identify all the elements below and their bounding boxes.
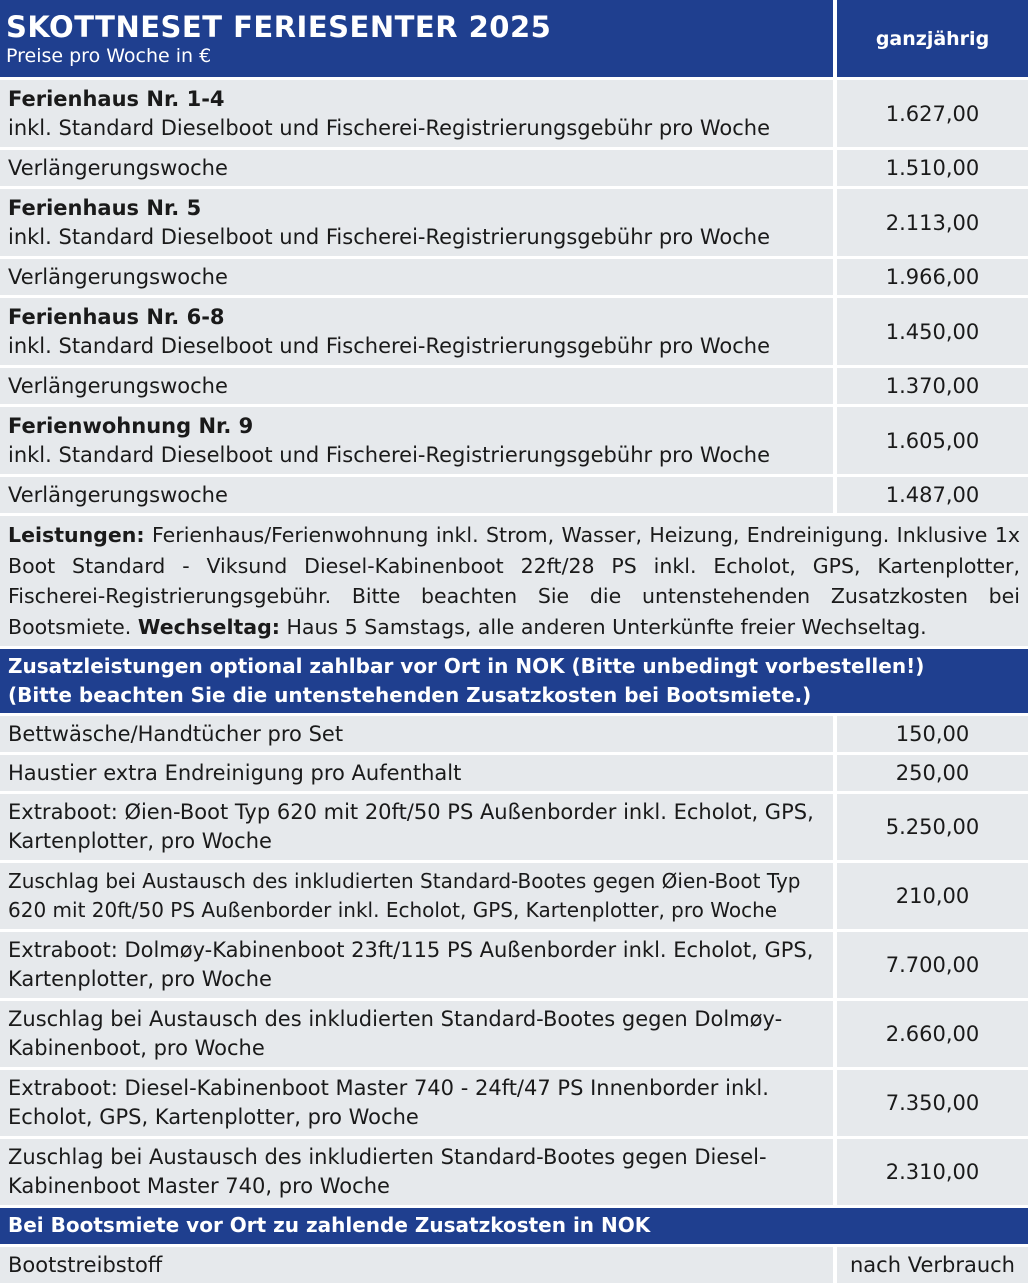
extra-row xyxy=(0,932,833,998)
accommodation-description: inkl. Standard Dieselboot und Fischerei-Registrierungsgebühr pro Woche xyxy=(8,333,770,358)
extra-row xyxy=(0,1070,833,1136)
extension-price: 1.487,00 xyxy=(885,483,980,507)
extension-label: Verlängerungswoche xyxy=(8,155,228,180)
column-header xyxy=(837,0,1028,77)
accommodation-row xyxy=(0,80,833,147)
extra-row xyxy=(0,716,833,752)
accommodation-description: inkl. Standard Dieselboot und Fischerei-Registrierungsgebühr pro Woche xyxy=(8,115,770,140)
extras-section-line2: (Bitte beachten Sie die untenstehenden Zusatzkosten bei Bootsmiete.) xyxy=(8,683,812,707)
extra-price-cell xyxy=(837,716,1028,752)
extra-row xyxy=(0,755,833,791)
extra-price-cell xyxy=(837,1070,1028,1136)
extension-label: Verlängerungswoche xyxy=(8,264,228,289)
extra-label: Extraboot: Diesel-Kabinenboot Master 740 - 24ft/47 PS Innenborder inkl. Echolot, GPS, Kartenplotter, pro Woche xyxy=(8,1076,769,1129)
accommodation-description: inkl. Standard Dieselboot und Fischerei-Registrierungsgebühr pro Woche xyxy=(8,442,770,467)
extra-price-cell xyxy=(837,932,1028,998)
extra-row xyxy=(0,1001,833,1067)
accommodation-price: 2.113,00 xyxy=(885,210,980,235)
extra-price: 150,00 xyxy=(895,722,970,746)
extra-label: Zuschlag bei Austausch des inkludierten Standard-Bootes gegen Øien-Boot Typ 620 mit 20ft/50 PS Außenborder inkl. Echolot, GPS, Kartenplotter, pro Woche xyxy=(8,869,801,922)
extra-price-cell xyxy=(837,755,1028,791)
extra-price: 7.350,00 xyxy=(885,1091,980,1115)
column-header-label: ganzjährig xyxy=(875,27,990,50)
extension-label: Verlängerungswoche xyxy=(8,373,228,398)
changeover-label: Wechseltag: xyxy=(137,614,280,639)
accommodation-price: 1.627,00 xyxy=(885,101,980,126)
extra-price: 7.700,00 xyxy=(885,953,980,977)
boat-cost-price-cell xyxy=(837,1247,1028,1283)
extra-price: 250,00 xyxy=(895,761,970,785)
page-title: SKOTTNESET FERIESENTER 2025 xyxy=(6,9,552,44)
boat-costs-section-header xyxy=(0,1208,1028,1244)
boat-costs-section-title: Bei Bootsmiete vor Ort zu zahlende Zusatzkosten in NOK xyxy=(8,1213,651,1237)
accommodation-row xyxy=(0,189,833,256)
accommodation-name: Ferienhaus Nr. 5 xyxy=(8,195,202,220)
boat-cost-label: Bootstreibstoff xyxy=(8,1252,163,1277)
extension-row xyxy=(0,368,833,404)
extra-price: 2.660,00 xyxy=(885,1022,980,1046)
page-subtitle: Preise pro Woche in € xyxy=(6,44,212,67)
extension-price: 1.510,00 xyxy=(885,156,980,180)
extra-price-cell xyxy=(837,863,1028,929)
extension-price-cell xyxy=(837,368,1028,404)
extra-price: 210,00 xyxy=(895,884,970,908)
extra-price-cell xyxy=(837,1139,1028,1205)
extension-price-cell xyxy=(837,259,1028,295)
boat-cost-price: nach Verbrauch xyxy=(850,1253,1015,1277)
services-text: Ferienhaus/Ferienwohnung inkl. Strom, Wasser, Heizung, Endreinigung. Inklusive 1x Boot Standard - Viksund Diesel-Kabinenboot 22ft/28 PS inkl. Echolot, GPS, Kartenplotter, Fischerei-Registrierungsgebühr. Bitte beachten Sie die untenstehenden Zusatzkosten bei Bootsmiete. xyxy=(8,523,1020,639)
accommodation-row xyxy=(0,298,833,365)
extra-price: 5.250,00 xyxy=(885,815,980,839)
extras-section-line1: Zusatzleistungen optional zahlbar vor Ort in NOK (Bitte unbedingt vorbestellen!) xyxy=(8,654,925,678)
accommodation-row xyxy=(0,407,833,474)
extra-row xyxy=(0,1139,833,1205)
services-label: Leistungen: xyxy=(8,523,145,547)
accommodation-price: 1.605,00 xyxy=(885,428,980,453)
extension-row xyxy=(0,477,833,513)
extra-label: Extraboot: Dolmøy-Kabinenboot 23ft/115 PS Außenborder inkl. Echolot, GPS, Kartenplotter, pro Woche xyxy=(8,938,814,991)
accommodation-name: Ferienhaus Nr. 1-4 xyxy=(8,86,225,111)
changeover-text: Haus 5 Samstags, alle anderen Unterkünfte freier Wechseltag. xyxy=(280,614,927,639)
accommodation-price-cell xyxy=(837,189,1028,256)
extension-price-cell xyxy=(837,477,1028,513)
services-paragraph xyxy=(0,516,1028,646)
accommodation-price-cell xyxy=(837,80,1028,147)
extra-label: Zuschlag bei Austausch des inkludierten Standard-Bootes gegen Diesel-Kabinenboot Master 740, pro Woche xyxy=(8,1145,767,1198)
accommodation-price-cell xyxy=(837,298,1028,365)
extension-price: 1.370,00 xyxy=(885,374,980,398)
extra-label: Bettwäsche/Handtücher pro Set xyxy=(8,721,344,746)
extension-price-cell xyxy=(837,150,1028,186)
accommodation-name: Ferienhaus Nr. 6-8 xyxy=(8,304,225,329)
extra-label: Zuschlag bei Austausch des inkludierten Standard-Bootes gegen Dolmøy-Kabinenboot, pro Woche xyxy=(8,1007,783,1060)
extra-price-cell xyxy=(837,1001,1028,1067)
extra-label: Extraboot: Øien-Boot Typ 620 mit 20ft/50 PS Außenborder inkl. Echolot, GPS, Kartenplotter, pro Woche xyxy=(8,800,814,853)
accommodation-price-cell xyxy=(837,407,1028,474)
extras-section-header xyxy=(0,649,1028,713)
header-title-cell xyxy=(0,0,833,77)
accommodation-description: inkl. Standard Dieselboot und Fischerei-Registrierungsgebühr pro Woche xyxy=(8,224,770,249)
extension-price: 1.966,00 xyxy=(885,265,980,289)
extra-price: 2.310,00 xyxy=(885,1160,980,1184)
accommodation-name: Ferienwohnung Nr. 9 xyxy=(8,413,254,438)
extension-label: Verlängerungswoche xyxy=(8,482,228,507)
extra-row xyxy=(0,863,833,929)
accommodation-price: 1.450,00 xyxy=(885,319,980,344)
boat-cost-row xyxy=(0,1247,833,1283)
extra-label: Haustier extra Endreinigung pro Aufenthalt xyxy=(8,760,462,785)
extension-row xyxy=(0,150,833,186)
extra-price-cell xyxy=(837,794,1028,860)
extension-row xyxy=(0,259,833,295)
extra-row xyxy=(0,794,833,860)
